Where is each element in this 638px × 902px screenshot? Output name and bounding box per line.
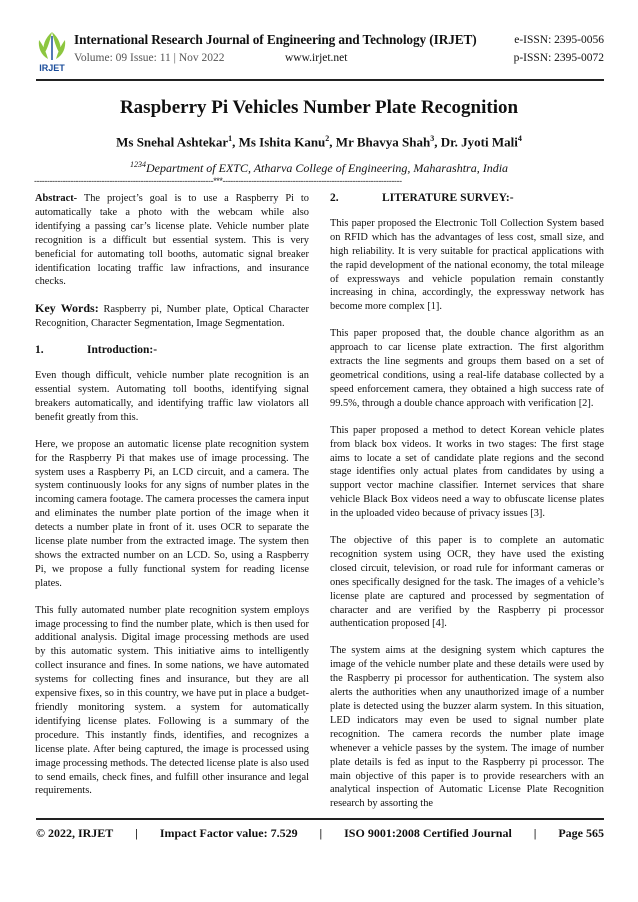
right-column (330, 192, 604, 824)
journal-header (36, 30, 604, 76)
paper-title: Raspberry Pi Vehicles Number Plate Recognition (119, 97, 519, 118)
author-name: Dr. Jyoti Mali (440, 134, 518, 150)
website-link[interactable]: www.irjet.net (285, 52, 348, 64)
section-divider: ---------------------------------------------------------------------***--------------------------------------------------------------------- (34, 176, 402, 186)
author-sup: 2 (325, 134, 330, 143)
logo-text: IRJET (39, 63, 65, 73)
paragraph: Even though difficult, vehicle number plate recognition is an essential system. Automating toll booths, identifying signal breakers automatically, and identifying traffic law violators all benefit greatly from this. (35, 370, 309, 423)
section-title: LITERATURE SURVEY:- (382, 192, 514, 204)
affiliation (0, 160, 638, 176)
page-footer (36, 826, 604, 841)
affiliation-text: Department of EXTC, Atharva College of Engineering, Maharashtra, India (145, 161, 509, 175)
paragraph: This fully automated number plate recognition system employs image processing to find the number plate, which is then used for additional analysis. Digital image processing methods are used by this automatic system. This initiative aims to intelligently collect insurance and fines. In some nations, we have automated systems for collecting fines and insurance, but they are all expensive fixes, so in this country, we have put in place a budget-friendly monitoring system. a system for automatically identifying license plates. Following is a summary of the procedure. This instantly finds, identifies, and recognizes a license plate. After being captured, the image is processed using image processing methods. The detected license plate is also used to send emails, check fines, and fulfill other insurance and legal requirements. (35, 604, 309, 797)
paragraph: This paper proposed that, the double chance algorithm as an approach to car license plate extraction. The first algorithm extracts the line segments and groups them based on a set of geometrical conditions, using a real-life database collected by a speed enforcement camera, they obtained a high success rate of 99.5%, through a double chance approach with verification [2]. (330, 328, 604, 409)
abstract-text: The project’s goal is to use a Raspberry Pi to automatically take a photo with the webcam while also identifying a passing car’s license plate. Vehicle number plate recognition is a difficult but essential system. This is very beneficial for automating toll booths, automatic signal breaker identification locating traffic law infractions, and insurance checks. (35, 193, 309, 288)
volume-issue: Volume: 09 Issue: 11 | Nov 2022 (74, 52, 225, 64)
keywords-text: Raspberry pi, Number plate, Optical Character Recognition, Character Segmentation, Image Segmentation. (35, 304, 309, 330)
header-rule (36, 79, 604, 81)
keywords (35, 302, 309, 331)
author-name: Ms Snehal Ashtekar (116, 134, 229, 150)
page-number: Page 565 (558, 826, 604, 840)
section-heading-literature (330, 192, 604, 206)
keywords-label: Key Words: (35, 301, 99, 316)
footer-rule (36, 818, 604, 820)
journal-title: International Research Journal of Engineering and Technology (IRJET) (74, 32, 477, 47)
pissn: p-ISSN: 2395-0072 (513, 52, 604, 64)
abstract (35, 192, 309, 289)
paragraph: Here, we propose an automatic license plate recognition system for the Raspberry Pi that makes use of image processing. The system uses a Raspberry Pi, an LCD circuit, and a camera. The system continuously looks for any signs of number plates in the incoming camera footage. The camera processes the camera input and eliminates the number plate portion of the image when it detects a number plate in front of it. uses OCR to separate the license plate number from the extracted image. The system then shows the extracted number on an LCD. So, using a Raspberry Pi, we propose a fully functional system for reading license plates. (35, 438, 309, 589)
copyright: © 2022, IRJET (36, 826, 114, 840)
author-sup: 4 (517, 134, 522, 143)
abstract-label: Abstract- (35, 193, 78, 204)
author-name: Ms Ishita Kanu (238, 134, 326, 150)
affiliation-sup: 1234 (129, 160, 146, 169)
paragraph: The system aims at the designing system which captures the image of the vehicle number plate and these details were used by the Raspberry pi processor for authentication. The system also alerts the authorities when any unauthorized image of a number plate is detected using the buzzer alarm system. In this situation, LED indicators may even be used to signal number plate recognition. The camera records the number plate image whenever a vehicle passes by the system. The image of number plate details is fed as input to the Raspberry pi processor. The main objective of this paper is to provide researchers with an analytical inspection of Automatic License Plate Recognition research by assorting the (330, 645, 604, 810)
footer-separator: | (533, 826, 537, 840)
author-sup: 1 (228, 134, 233, 143)
footer-separator: | (135, 826, 138, 840)
impact-factor: Impact Factor value: 7.529 (159, 826, 298, 840)
irjet-logo-icon (36, 30, 68, 74)
section-number: 1. (35, 344, 44, 357)
left-column (35, 192, 309, 811)
section-title: Introduction:- (87, 344, 158, 357)
author-sup: 3 (430, 134, 435, 143)
footer-separator: | (319, 826, 323, 840)
paragraph: This paper proposed the Electronic Toll Collection System based on RFID which has the advantages of less cost, small size, and high reliability. It is very suitable for practical applications with the rapid development of the national economy, the total mileage of expressways and vehicle population remain constantly increasing in china, accordingly, the expressway network has become more complex [1]. (330, 217, 604, 313)
eissn: e-ISSN: 2395-0056 (514, 34, 604, 46)
paragraph: This paper proposed a method to detect Korean vehicle plates from black box videos. It works in two stages: The first stage aims to locate a set of candidate plate regions and the second stage identifies only actual plates from candidates by using a support vector machine classifier. Internet services that share vehicle Black Box videos need a way to obfuscate license plates in the uploaded video because of privacy issues [3]. (330, 424, 604, 520)
section-heading-intro (35, 344, 309, 358)
author-name: Mr Bhavya Shah (335, 134, 431, 150)
iso-certification: ISO 9001:2008 Certified Journal (344, 826, 512, 840)
section-number: 2. (330, 192, 339, 204)
paragraph: The objective of this paper is to complete an automatic recognition system using OCR, they have used the existing closed circuit, television, or road rule for informant cameras or ones specifically designed for the task. The images of a vehicle’s license plate are captured and processed by segmentation of character and are verified by the Raspberry pi processor authentication proposed [4]. (330, 535, 604, 630)
author-list: Ms Snehal Ashtekar$^1$, Ms Ishita Kanu$^2$, Mr Bhavya Shah$^3$, Dr. Jyoti Mali$^4$ (116, 134, 522, 150)
